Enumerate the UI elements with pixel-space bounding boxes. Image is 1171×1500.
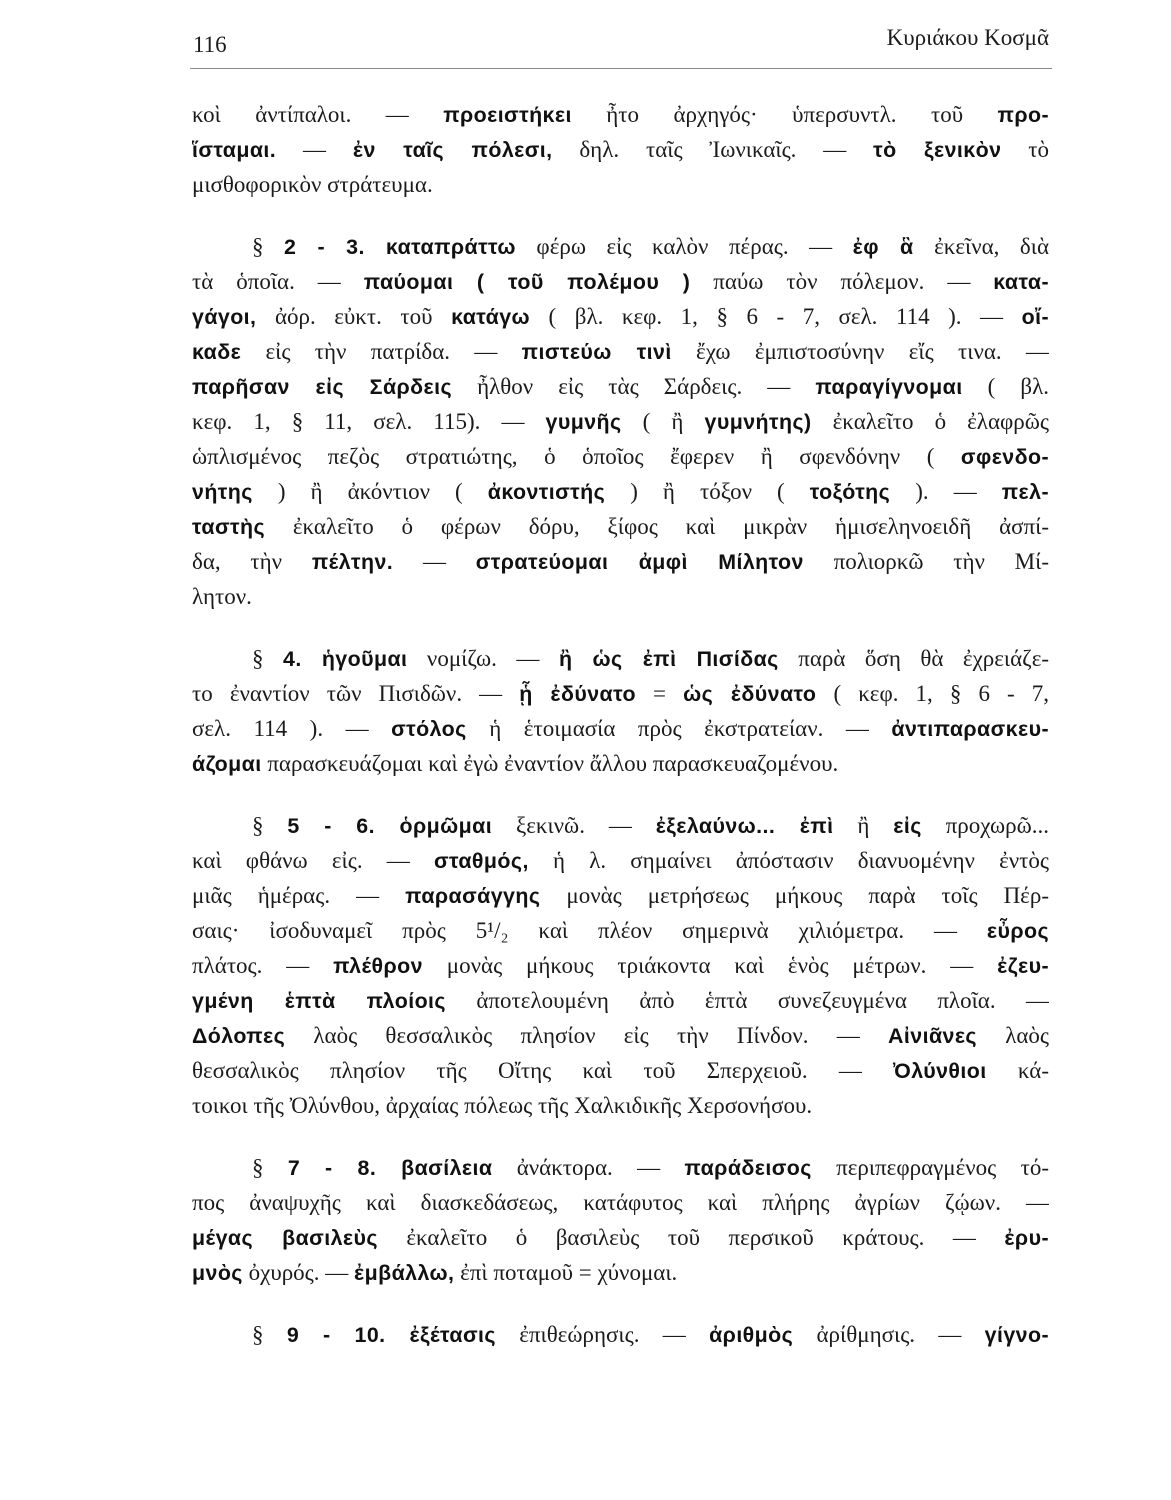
headword: Δόλοπες bbox=[192, 1024, 286, 1048]
gloss-text: παρασκευάζομαι καὶ ἐγὼ ἐναντίον ἄλλου παρασκευαζομένου. bbox=[261, 751, 839, 776]
headword: 5 - 6. ὁρμῶμαι bbox=[287, 814, 493, 838]
gloss-text: θεσσαλικὸς πλησίον τῆς Οἴτης καὶ τοῦ Σπερχειοῦ. — bbox=[192, 1058, 894, 1083]
headword: γυμνῆς bbox=[545, 410, 622, 434]
gloss-text: ἐκαλεῖτο ὁ βασιλεὺς τοῦ περσικοῦ κράτους. — bbox=[377, 1225, 1005, 1250]
headword: 4. ἡγοῦμαι bbox=[283, 647, 408, 671]
headword: γάγοι, bbox=[192, 305, 257, 329]
headword: πελ- bbox=[1001, 480, 1049, 504]
headword: ἀριθμὸς bbox=[709, 1323, 794, 1347]
running-title: Κυριάκου Κοσμᾶ bbox=[886, 25, 1049, 50]
headword: Αἰνιᾶνες bbox=[888, 1024, 977, 1048]
gloss-text: πος ἀναψυχῆς καὶ διασκεδάσεως, κατάφυτος καὶ πλήρης ἀγρίων ζῴων. — bbox=[192, 1190, 1049, 1215]
paragraph bbox=[192, 229, 1049, 614]
gloss-text: ἐπιθεώρησις. — bbox=[495, 1322, 710, 1347]
gloss-text: § bbox=[252, 234, 285, 259]
headword: 2 - 3. καταπράττω bbox=[284, 235, 516, 259]
gloss-text: ξεκινῶ. — bbox=[492, 813, 656, 838]
gloss-text: ὀχυρός. — bbox=[242, 1260, 355, 1285]
text-line bbox=[192, 509, 1049, 544]
headword: σφενδο- bbox=[960, 445, 1049, 469]
gloss-text: ἐπὶ ποταμοῦ = χύνομαι. bbox=[454, 1260, 678, 1285]
gloss-text: ἀόρ. εὐκτ. τοῦ bbox=[256, 304, 452, 329]
headword: ἵσταμαι. bbox=[192, 138, 277, 162]
gloss-text: καὶ φθάνω εἰς. — bbox=[192, 848, 434, 873]
gloss-text: μονὰς μετρήσεως μήκους παρὰ τοῖς Πέρ- bbox=[540, 883, 1049, 908]
gloss-text: περιπεφραγμένος τό- bbox=[811, 1155, 1049, 1180]
headword: γίγνο- bbox=[984, 1323, 1049, 1347]
headword: ὡς ἐδύνατο bbox=[683, 682, 817, 706]
gloss-text: τοικοι τῆς Ὀλύνθου, ἀρχαίας πόλεως τῆς Χαλκιδικῆς Χερσονήσου. bbox=[192, 1093, 813, 1118]
gloss-text: ἀνάκτορα. — bbox=[492, 1155, 685, 1180]
gloss-text: § bbox=[252, 813, 288, 838]
headword: τὸ ξενικὸν bbox=[873, 138, 1002, 162]
gloss-text: μισθοφορικὸν στράτευμα. bbox=[192, 172, 433, 197]
headword: σταθμός, bbox=[433, 849, 529, 873]
text-line bbox=[192, 1317, 1049, 1352]
headword: γμένη ἑπτὰ πλοίοις bbox=[192, 989, 446, 1013]
headword: τοξότης bbox=[809, 480, 891, 504]
gloss-text: ( βλ. bbox=[962, 374, 1049, 399]
text-line bbox=[192, 132, 1049, 167]
paragraph bbox=[192, 808, 1049, 1123]
headword: κατάγω bbox=[451, 305, 531, 329]
gloss-text: ὡπλισμένος πεζὸς στρατιώτης, ὁ ὁποῖος ἔφερεν ἢ σφενδόνην ( bbox=[192, 444, 961, 469]
text-line bbox=[192, 1185, 1049, 1220]
text-line bbox=[192, 913, 1049, 948]
text-line bbox=[192, 878, 1049, 913]
headword: πλέθρον bbox=[333, 954, 423, 978]
gloss-text: § bbox=[252, 1155, 288, 1180]
gloss-text: ἡ λ. σημαίνει ἀπόστασιν διανυομένην ἐντὸς bbox=[528, 848, 1049, 873]
gloss-text: ἐκαλεῖτο ὁ ἐλαφρῶς bbox=[811, 409, 1049, 434]
headword: παύομαι ( τοῦ πολέμου ) bbox=[363, 270, 691, 294]
text-line bbox=[192, 746, 1049, 781]
text-line bbox=[192, 843, 1049, 878]
headword: ἐμβάλλω, bbox=[354, 1261, 455, 1285]
text-line bbox=[192, 641, 1049, 676]
page-number: 116 bbox=[193, 32, 227, 57]
headword: ἀκοντιστής bbox=[487, 480, 606, 504]
paragraph bbox=[192, 97, 1049, 202]
gloss-text: λαὸς θεσσαλικὸς πλησίον εἰς τὴν Πίνδον. — bbox=[285, 1023, 889, 1048]
headword: γυμνήτης) bbox=[704, 410, 812, 434]
headword: ταστὴς bbox=[192, 515, 265, 539]
headword: στρατεύομαι ἀμφὶ Μίλητον bbox=[475, 550, 804, 574]
text-line bbox=[192, 97, 1049, 132]
text-line bbox=[192, 334, 1049, 369]
headword: 9 - 10. ἐξέτασις bbox=[286, 1323, 496, 1347]
gloss-text: § bbox=[252, 646, 284, 671]
headword: ᾗ ἐδύνατο bbox=[519, 682, 636, 706]
gloss-text: ἡ ἑτοιμασία πρὸς ἐκστρατείαν. — bbox=[466, 716, 892, 741]
text-body bbox=[192, 97, 1049, 1352]
text-line bbox=[192, 1220, 1049, 1255]
headword: μέγας βασιλεὺς bbox=[192, 1226, 378, 1250]
headword: καδε bbox=[192, 340, 242, 364]
gloss-text: ( ἢ bbox=[621, 409, 705, 434]
gloss-text: δα, τὴν bbox=[192, 549, 312, 574]
gloss-text: προχωρῶ... bbox=[921, 813, 1049, 838]
headword: κατα- bbox=[993, 270, 1049, 294]
gloss-text: μιᾶς ἡμέρας. — bbox=[192, 883, 406, 908]
gloss-text: τὸ bbox=[1001, 137, 1049, 162]
gloss-text: ἦτο ἀρχηγός· ὑπερσυντλ. τοῦ bbox=[571, 102, 998, 127]
paragraph bbox=[192, 1150, 1049, 1290]
gloss-text: ) ἢ ἀκόντιον ( bbox=[252, 479, 488, 504]
gloss-text: ἐκαλεῖτο ὁ φέρων δόρυ, ξίφος καὶ μικρὰν ἡμισεληνοειδῆ ἀσπί- bbox=[265, 514, 1049, 539]
headword: ἐρυ- bbox=[1004, 1226, 1049, 1250]
headword: ἢ ὡς ἐπὶ Πισίδας bbox=[558, 647, 779, 671]
gloss-text: ἐκεῖνα, διὰ bbox=[913, 234, 1049, 259]
gloss-text: παρὰ ὅση θὰ ἐχρειάζε- bbox=[778, 646, 1049, 671]
gloss-text: ( κεφ. 1, § 6 - 7, bbox=[816, 681, 1049, 706]
text-line bbox=[192, 1255, 1049, 1290]
gloss-text: ). — bbox=[890, 479, 1002, 504]
gloss-text: το ἐναντίον τῶν Πισιδῶν. — bbox=[192, 681, 520, 706]
text-line bbox=[192, 1088, 1049, 1123]
headword: εἰς bbox=[893, 814, 922, 838]
text-line bbox=[192, 439, 1049, 474]
headword: παρασάγγης bbox=[405, 884, 541, 908]
headword: παρῆσαν εἰς Σάρδεις bbox=[192, 375, 453, 399]
text-line bbox=[192, 299, 1049, 334]
headword: ἐν ταῖς πόλεσι, bbox=[352, 138, 553, 162]
headword: στόλος bbox=[391, 717, 467, 741]
text-line bbox=[192, 579, 1049, 614]
gloss-text: νομίζω. — bbox=[407, 646, 559, 671]
text-line bbox=[192, 474, 1049, 509]
headword: ἐζευ- bbox=[997, 954, 1049, 978]
gloss-text: φέρω εἰς καλὸν πέρας. — bbox=[515, 234, 853, 259]
headword: ἐξελαύνω... ἐπὶ bbox=[655, 814, 834, 838]
headword: πέλτην. bbox=[311, 550, 394, 574]
paragraph bbox=[192, 1317, 1049, 1352]
paragraph bbox=[192, 641, 1049, 781]
headword: 7 - 8. βασίλεια bbox=[287, 1156, 493, 1180]
headword: Ὀλύνθιοι bbox=[893, 1059, 987, 1083]
header-rule bbox=[190, 68, 1052, 69]
gloss-text: § bbox=[252, 1322, 287, 1347]
text-line bbox=[192, 1053, 1049, 1088]
gloss-text: = bbox=[635, 681, 684, 706]
headword: προ- bbox=[997, 103, 1049, 127]
text-line bbox=[192, 1150, 1049, 1185]
text-line bbox=[192, 544, 1049, 579]
gloss-text: δηλ. ταῖς Ἰωνικαῖς. — bbox=[552, 137, 874, 162]
gloss-text: ἀρίθμησις. — bbox=[793, 1322, 985, 1347]
gloss-text: πολιορκῶ τὴν Μί- bbox=[803, 549, 1049, 574]
gloss-text: ἔχω ἐμπιστοσύνην εἴς τινα. — bbox=[671, 339, 1049, 364]
headword: οἴ- bbox=[1021, 305, 1049, 329]
gloss-text: παύω τὸν πόλεμον. — bbox=[690, 269, 994, 294]
headword: ἀντιπαρασκευ- bbox=[891, 717, 1049, 741]
text-line bbox=[192, 1018, 1049, 1053]
headword: παραγίγνομαι bbox=[815, 375, 963, 399]
headword: άζομαι bbox=[192, 752, 262, 776]
text-line bbox=[192, 808, 1049, 843]
gloss-text: κοὶ ἀντίπαλοι. — bbox=[192, 102, 444, 127]
headword: ἐφ ἃ bbox=[852, 235, 914, 259]
gloss-text: σελ. 114 ). — bbox=[192, 716, 392, 741]
gloss-text: ἀποτελουμένη ἀπὸ ἑπτὰ συνεζευγμένα πλοῖα. — bbox=[445, 988, 1049, 1013]
gloss-text: ἦλθον εἰς τὰς Σάρδεις. — bbox=[452, 374, 816, 399]
text-line bbox=[192, 264, 1049, 299]
headword: μνὸς bbox=[192, 1261, 243, 1285]
gloss-text: ) ἢ τόξον ( bbox=[605, 479, 810, 504]
gloss-text: — bbox=[393, 549, 476, 574]
text-line bbox=[192, 404, 1049, 439]
text-line bbox=[192, 948, 1049, 983]
gloss-text: ἢ bbox=[833, 813, 894, 838]
gloss-text: τὰ ὁποῖα. — bbox=[192, 269, 364, 294]
text-line bbox=[192, 983, 1049, 1018]
text-line bbox=[192, 676, 1049, 711]
headword: πιστεύω τινὶ bbox=[521, 340, 672, 364]
gloss-text: εἰς τὴν πατρίδα. — bbox=[241, 339, 522, 364]
headword: προειστήκει bbox=[443, 103, 572, 127]
gloss-text: κά- bbox=[986, 1058, 1049, 1083]
gloss-text: λαὸς bbox=[976, 1023, 1049, 1048]
gloss-text: λητον. bbox=[192, 584, 252, 609]
text-line bbox=[192, 229, 1049, 264]
gloss-text: κεφ. 1, § 11, σελ. 115). — bbox=[192, 409, 546, 434]
headword: νήτης bbox=[192, 480, 253, 504]
headword: εὖρος bbox=[986, 919, 1049, 943]
text-line bbox=[192, 711, 1049, 746]
text-line bbox=[192, 167, 1049, 202]
headword: παράδεισος bbox=[684, 1156, 812, 1180]
text-line bbox=[192, 369, 1049, 404]
gloss-text: ( βλ. κεφ. 1, § 6 - 7, σελ. 114 ). — bbox=[530, 304, 1022, 329]
gloss-text: — bbox=[276, 137, 353, 162]
gloss-text: πλάτος. — bbox=[192, 953, 334, 978]
gloss-text: μονὰς μήκους τριάκοντα καὶ ἑνὸς μέτρων. — bbox=[422, 953, 998, 978]
gloss-text: σαις· ἰσοδυναμεῖ πρὸς 5¹/₂ καὶ πλέον σημερινὰ χιλιόμετρα. — bbox=[192, 918, 987, 943]
